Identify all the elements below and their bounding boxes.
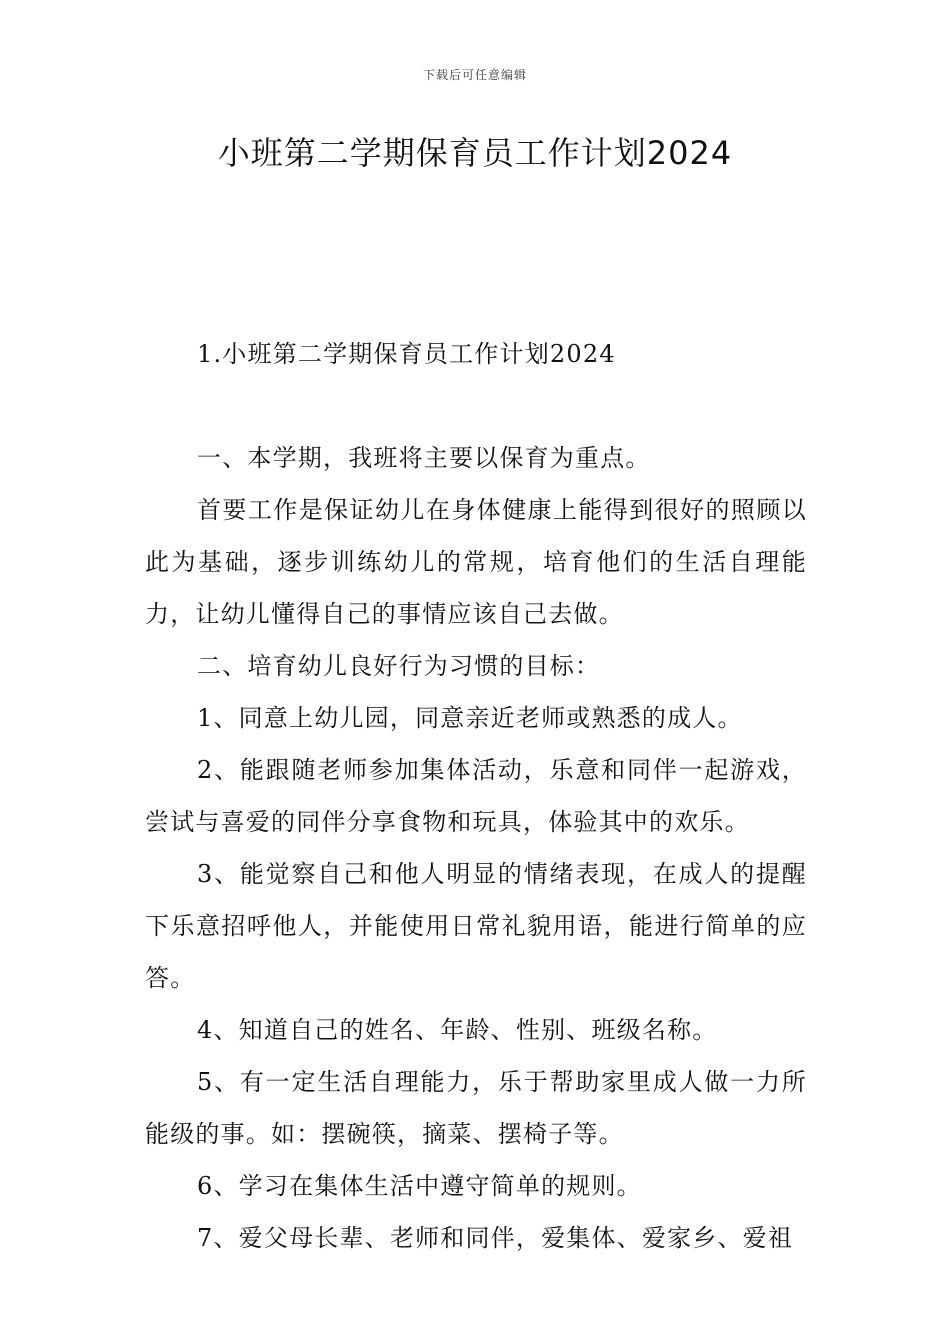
document-title: 小班第二学期保育员工作计划2024: [217, 134, 733, 172]
section-heading: 1.小班第二学期保育员工作计划2024: [197, 340, 616, 368]
list-item: 4、知道自己的姓名、年龄、性别、班级名称。: [197, 1016, 718, 1044]
list-item: 6、学习在集体生活中遵守简单的规则。: [197, 1172, 642, 1200]
paragraph: 一、本学期，我班将主要以保育为重点。: [197, 444, 651, 472]
list-item: 2、能跟随老师参加集体活动，乐意和同伴一起游戏，尝试与喜爱的同伴分享食物和玩具，体验其中的欢乐。: [145, 756, 807, 836]
list-item: 5、有一定生活自理能力，乐于帮助家里成人做一力所能级的事。如：摆碗筷，摘菜、摆椅子等。: [145, 1068, 807, 1148]
list-item: 7、爱父母长辈、老师和同伴，爱集体、爱家乡、爱祖: [197, 1224, 794, 1252]
paragraph: 首要工作是保证幼儿在身体健康上能得到很好的照顾以此为基础，逐步训练幼儿的常规，培育他们的生活自理能力，让幼儿懂得自己的事情应该自己去做。: [145, 496, 807, 628]
paragraph: 二、培育幼儿良好行为习惯的目标：: [197, 652, 601, 680]
document-body: [145, 328, 807, 1264]
list-item: 1、同意上幼儿园，同意亲近老师或熟悉的成人。: [197, 704, 743, 732]
header-note: 下载后可任意编辑: [422, 68, 527, 82]
list-item: 3、能觉察自己和他人明显的情绪表现，在成人的提醒下乐意招呼他人，并能使用日常礼貌用语，能进行简单的应答。: [145, 860, 807, 992]
